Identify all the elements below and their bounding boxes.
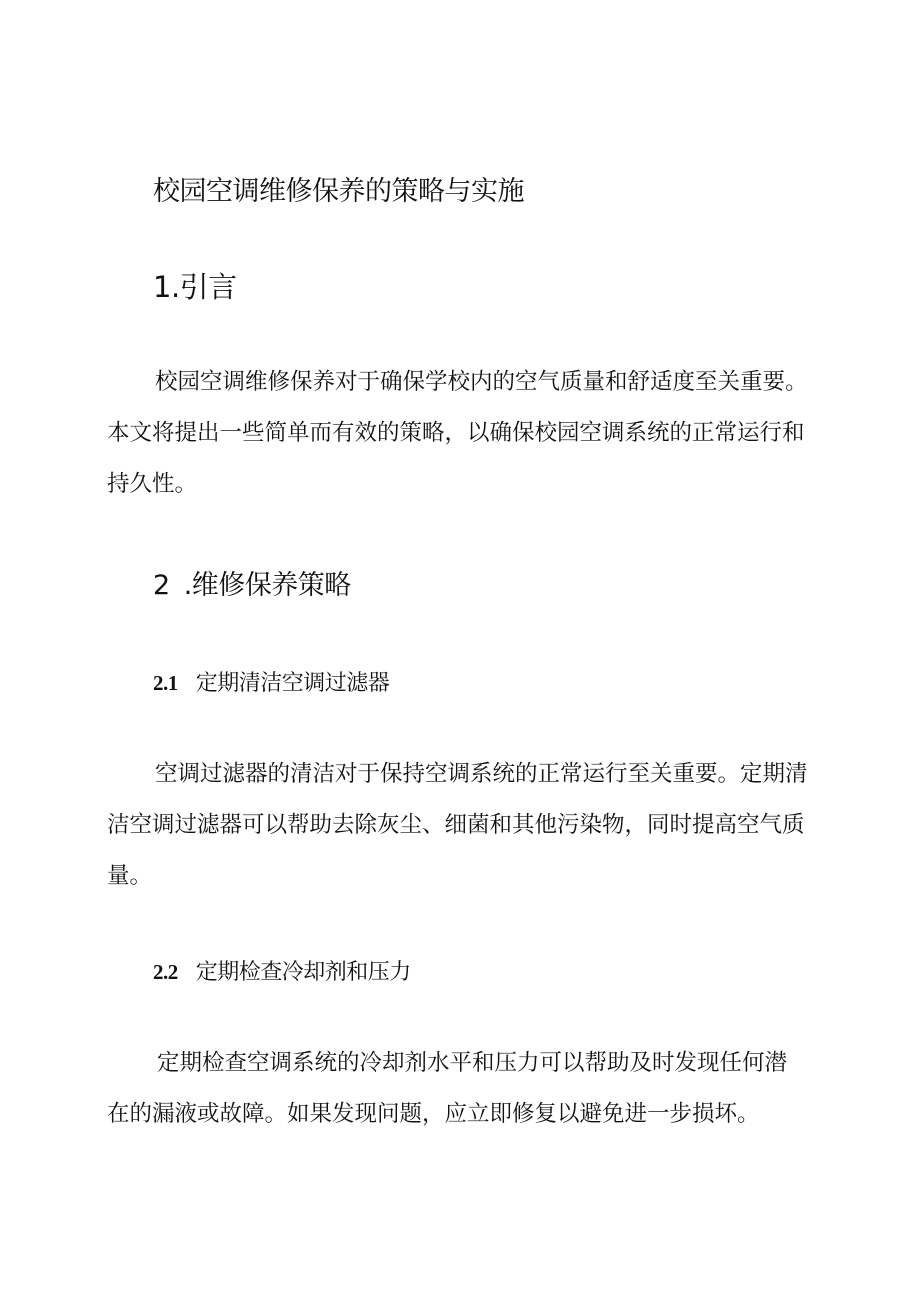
section-heading-maintenance-strategy — [153, 566, 351, 606]
paragraph-line: 洁空调过滤器可以帮助去除灰尘、细菌和其他污染物，同时提高空气质 — [107, 812, 805, 838]
paragraph-line: 校园空调维修保养对于确保学校内的空气质量和舒适度至关重要。 — [155, 369, 808, 395]
paragraph-line: 持久性。 — [107, 471, 198, 497]
introduction-paragraph — [107, 357, 867, 510]
paragraph-line: 本文将提出一些简单而有效的策略，以确保校园空调系统的正常运行和 — [107, 420, 805, 446]
check-coolant-paragraph — [107, 1038, 867, 1140]
subsection-number: 2.2 — [153, 960, 178, 984]
paragraph-line: 定期检查空调系统的冷却剂水平和压力可以帮助及时发现任何潜 — [157, 1050, 788, 1076]
paragraph-line: 空调过滤器的清洁对于保持空调系统的正常运行至关重要。定期清 — [155, 761, 808, 787]
section-heading-introduction: 1.引言 — [153, 270, 237, 304]
section-number: 2 — [153, 570, 170, 601]
paragraph-line: 量。 — [107, 863, 153, 889]
subsection-number: 2.1 — [153, 671, 178, 695]
clean-filter-paragraph — [107, 749, 867, 902]
subsection-heading-text: 定期清洁空调过滤器 — [195, 671, 390, 696]
document-title: 校园空调维修保养的策略与实施 — [153, 176, 524, 207]
paragraph-line: 在的漏液或故障。如果发现问题，应立即修复以避免进一步损坏。 — [107, 1101, 760, 1127]
section-heading-text: .维修保养策略 — [183, 570, 351, 601]
subsection-heading-text: 定期检查冷却剂和压力 — [195, 960, 411, 985]
subsection-heading-check-coolant — [153, 956, 411, 989]
subsection-heading-clean-filter — [153, 667, 389, 700]
